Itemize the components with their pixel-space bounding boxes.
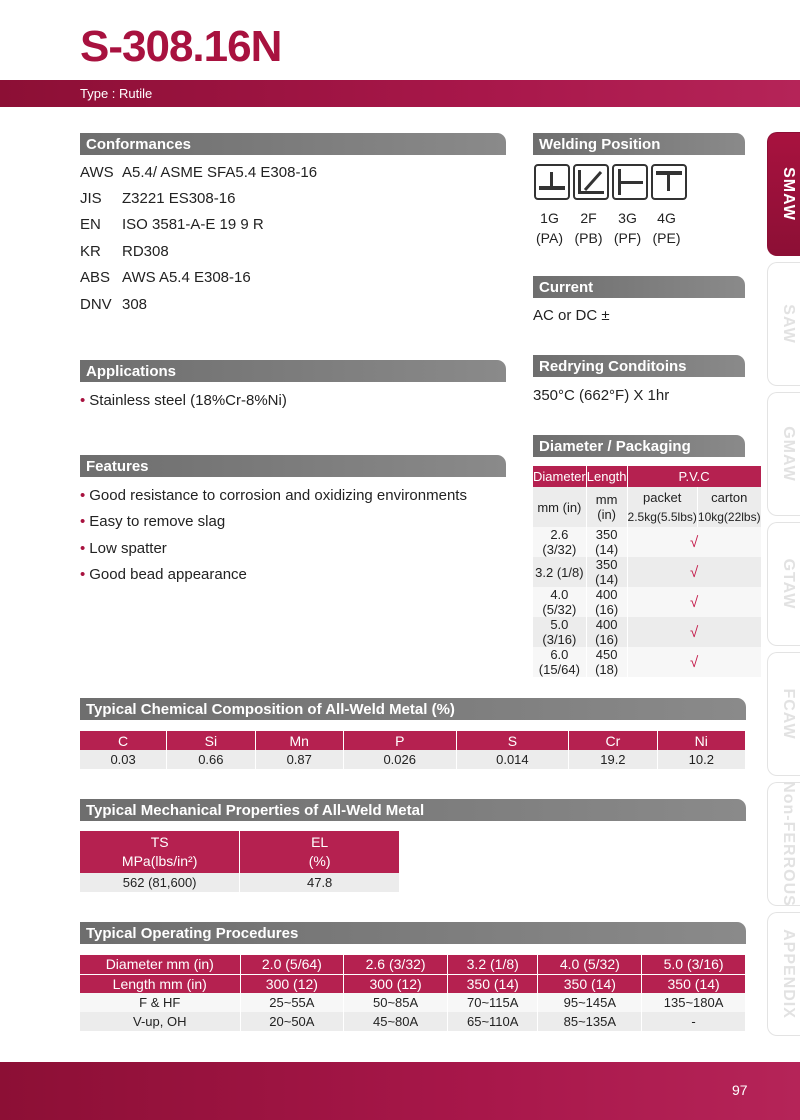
welding-position-icons bbox=[534, 164, 687, 200]
current-heading: Current bbox=[533, 276, 745, 298]
check-icon: √ bbox=[627, 557, 761, 587]
page-number: 97 bbox=[732, 1082, 748, 1098]
conformances-heading: Conformances bbox=[80, 133, 506, 155]
table-row: 5.0 (3/16) 400 (16) √ bbox=[533, 617, 761, 647]
side-tab-fcaw[interactable]: FCAW bbox=[767, 652, 800, 776]
side-tab-non-ferrous[interactable]: Non-FERROUS bbox=[767, 782, 800, 906]
current-value: AC or DC ± bbox=[533, 307, 610, 324]
diameter-cell: 2.0 (5/64) bbox=[240, 955, 344, 974]
horizontal-fillet-icon bbox=[573, 164, 609, 200]
position-label: 2F (PB) bbox=[574, 210, 603, 246]
diameter-cell: 4.0 (5/32) bbox=[538, 955, 642, 974]
el-value: 47.8 bbox=[240, 873, 400, 892]
flat-position-icon bbox=[534, 164, 570, 200]
conformance-row: ABS AWS A5.4 E308-16 bbox=[80, 269, 251, 286]
feature-item: • Low spatter bbox=[80, 540, 167, 557]
type-bar bbox=[0, 80, 800, 107]
value-si: 0.66 bbox=[167, 750, 255, 769]
carton-label: carton bbox=[697, 487, 761, 507]
packet-weight: 2.5kg(5.5lbs) bbox=[627, 507, 697, 527]
side-tab-gmaw[interactable]: GMAW bbox=[767, 392, 800, 516]
side-tab-smaw[interactable]: SMAW bbox=[767, 132, 800, 256]
table-row: F & HF 25~55A 50~85A 70~115A 95~145A 135~180A bbox=[80, 993, 746, 1012]
vertical-position-icon bbox=[612, 164, 648, 200]
unit-length: mm (in) bbox=[586, 487, 627, 527]
position-label: 3G (PF) bbox=[613, 210, 642, 246]
length-cell: 350 (14) bbox=[538, 974, 642, 993]
length-cell: 300 (12) bbox=[240, 974, 344, 993]
feature-item: • Good resistance to corrosion and oxidizing environments bbox=[80, 487, 467, 504]
length-cell: 350 (14) bbox=[447, 974, 538, 993]
operating-heading: Typical Operating Procedures bbox=[80, 922, 746, 944]
element-mn: Mn bbox=[255, 731, 343, 750]
welding-position-heading: Welding Position bbox=[533, 133, 745, 155]
value-s: 0.014 bbox=[456, 750, 569, 769]
welding-position-labels bbox=[530, 208, 686, 248]
table-row: 4.0 (5/32) 400 (16) √ bbox=[533, 587, 761, 617]
value-p: 0.026 bbox=[343, 750, 456, 769]
element-p: P bbox=[343, 731, 456, 750]
product-title: S-308.16N bbox=[80, 22, 282, 71]
mechanical-heading: Typical Mechanical Properties of All-Weld Metal bbox=[80, 799, 746, 821]
length-cell: 300 (12) bbox=[344, 974, 448, 993]
conformance-row: DNV 308 bbox=[80, 296, 148, 313]
redrying-heading: Redrying Conditoins bbox=[533, 355, 745, 377]
conformance-row: KR RD308 bbox=[80, 243, 169, 260]
ts-header: TS MPa(lbs/in²) bbox=[80, 831, 240, 873]
diameter-row-label: Diameter mm (in) bbox=[80, 955, 240, 974]
el-header: EL (%) bbox=[240, 831, 400, 873]
footer-bar bbox=[0, 1062, 800, 1120]
mechanical-table bbox=[80, 831, 400, 892]
length-row-label: Length mm (in) bbox=[80, 974, 240, 993]
check-icon: √ bbox=[627, 587, 761, 617]
feature-item: • Easy to remove slag bbox=[80, 513, 225, 530]
table-row: 3.2 (1/8) 350 (14) √ bbox=[533, 557, 761, 587]
table-row: 2.6 (3/32) 350 (14) √ bbox=[533, 527, 761, 557]
table-row: V-up, OH 20~50A 45~80A 65~110A 85~135A - bbox=[80, 1012, 746, 1031]
overhead-position-icon bbox=[651, 164, 687, 200]
feature-item: • Good bead appearance bbox=[80, 566, 247, 583]
side-tab-saw[interactable]: SAW bbox=[767, 262, 800, 386]
conformance-row: AWS A5.4/ ASME SFA5.4 E308-16 bbox=[80, 164, 318, 181]
applications-heading: Applications bbox=[80, 360, 506, 382]
conformance-row: JIS Z3221 ES308-16 bbox=[80, 190, 236, 207]
position-label: 4G (PE) bbox=[652, 210, 681, 246]
check-icon: √ bbox=[627, 617, 761, 647]
diameter-cell: 3.2 (1/8) bbox=[447, 955, 538, 974]
chemical-table bbox=[80, 731, 746, 769]
col-pvc: P.V.C bbox=[627, 466, 761, 487]
type-label: Type : Rutile bbox=[80, 86, 153, 101]
side-tab-gtaw[interactable]: GTAW bbox=[767, 522, 800, 646]
side-tab-appendix[interactable]: APPENDIX bbox=[767, 912, 800, 1036]
operating-table bbox=[80, 955, 746, 1031]
value-c: 0.03 bbox=[80, 750, 167, 769]
carton-weight: 10kg(22lbs) bbox=[697, 507, 761, 527]
conformance-row: EN ISO 3581-A-E 19 9 R bbox=[80, 216, 264, 233]
element-s: S bbox=[456, 731, 569, 750]
features-heading: Features bbox=[80, 455, 506, 477]
col-length: Length bbox=[586, 466, 627, 487]
element-cr: Cr bbox=[569, 731, 657, 750]
table-row: 6.0 (15/64) 450 (18) √ bbox=[533, 647, 761, 677]
element-c: C bbox=[80, 731, 167, 750]
chemical-heading: Typical Chemical Composition of All-Weld Metal (%) bbox=[80, 698, 746, 720]
element-si: Si bbox=[167, 731, 255, 750]
value-cr: 19.2 bbox=[569, 750, 657, 769]
redrying-value: 350°C (662°F) X 1hr bbox=[533, 387, 670, 404]
diameter-cell: 5.0 (3/16) bbox=[642, 955, 746, 974]
diameter-packaging-table bbox=[533, 466, 762, 677]
ts-value: 562 (81,600) bbox=[80, 873, 240, 892]
unit-diameter: mm (in) bbox=[533, 487, 586, 527]
value-ni: 10.2 bbox=[657, 750, 745, 769]
diameter-cell: 2.6 (3/32) bbox=[344, 955, 448, 974]
check-icon: √ bbox=[627, 647, 761, 677]
diameter-packaging-heading: Diameter / Packaging bbox=[533, 435, 745, 457]
element-ni: Ni bbox=[657, 731, 745, 750]
position-label: 1G (PA) bbox=[536, 210, 563, 246]
col-diameter: Diameter bbox=[533, 466, 586, 487]
value-mn: 0.87 bbox=[255, 750, 343, 769]
length-cell: 350 (14) bbox=[642, 974, 746, 993]
packet-label: packet bbox=[627, 487, 697, 507]
check-icon: √ bbox=[627, 527, 761, 557]
application-item: • Stainless steel (18%Cr-8%Ni) bbox=[80, 392, 287, 409]
